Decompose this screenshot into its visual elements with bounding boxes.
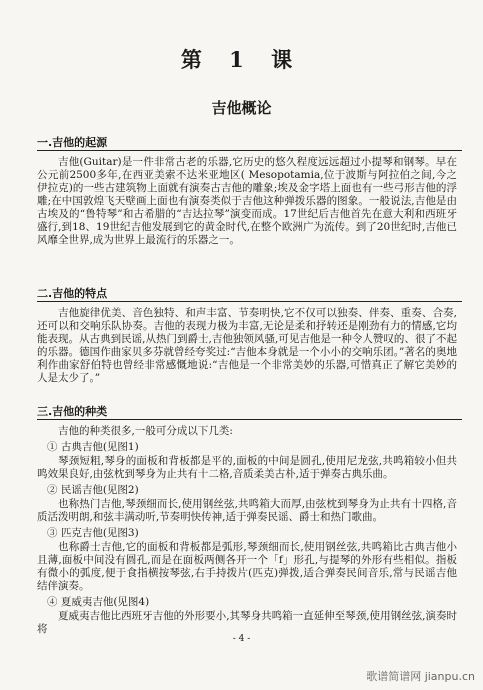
type-item-body: 也称爵士吉他,它的面板和背板都是弧形,琴颈细而长,使用钢丝弦,共鸣箱比古典吉他小且薄,面板中间没有圆孔,而是在面板两侧各开一个「f」形孔,与提琴的外形有些相似。指板有微小的弧度,便于食指横按琴弦,右手持拨片(匹克)弹拨,适合弹奏民间音乐,常与民谣吉他结伴演奏。 — [37, 541, 457, 592]
section-origin — [37, 136, 457, 247]
types-intro: 吉他的种类很多,一般可分成以下几类: — [58, 425, 233, 437]
section-heading-features: 二.吉他的特点 — [37, 287, 462, 302]
section-types — [37, 405, 457, 637]
watermark: 歌谱简谱网 jianpu.cn — [366, 670, 475, 683]
type-item-title: ④ 夏威夷吉他(见图4) — [47, 596, 150, 608]
article-title: 吉他概论 — [211, 99, 272, 117]
features-paragraph: 吉他旋律优美、音色独特、和声丰富、节奏明快,它不仅可以独奏、伴奏、重奏、合奏,还可以和交响乐队协奏。吉他的表现力极为丰富,无论是柔和抒转还是刚劲有力的情感,它均能表现。从古典到民谣,从热门到爵士,吉他独领风骚,可见吉他是一种令人赞叹的、很了不起的乐器。德国作曲家贝多芬就曾经夸奖过:“吉他本身就是一个小小的交响乐团。”著名的奥地利作曲家舒伯特也曾经非常感慨地说:“吉他是一个非常美妙的乐器,可惜真正了解它美妙的人是太少了。” — [37, 307, 457, 384]
lesson-title: 第 1 课 — [180, 47, 303, 72]
section-heading-origin: 一.吉他的起源 — [37, 136, 462, 151]
page-number: - 4 - — [232, 634, 251, 644]
type-item-body: 琴颈短粗,琴身的面板和背板都是平的,面板的中间是圆孔,使用尼龙弦,共鸣箱较小但共鸣效果良好,由弦枕到琴身为止共有十二格,音质柔美古朴,适于弹奏古典乐曲。 — [37, 455, 457, 480]
type-item-title: ① 古典吉他(见图1) — [47, 441, 139, 453]
type-item-title: ② 民谣吉他(见图2) — [47, 484, 139, 496]
section-features — [37, 287, 457, 385]
origin-paragraph: 吉他(Guitar)是一件非常古老的乐器,它历史的悠久程度远远超过小提琴和钢琴。早在公元前2500多年,在西亚美索不达米亚地区( Mesopotamia,位于波斯与阿拉伯之间,今之伊拉克)的一些古建筑物上面就有演奏古吉他的雕象;埃及金字塔上面也有一些弓形吉他的浮雕;在中国敦煌飞天壁画上面也有演奏类似于吉他这种弹拨乐器的图象。一般说法,吉他是由古埃及的“鲁特琴”和古希腊的“吉达拉琴”演变而成。17世纪后吉他首先在意大利和西班牙盛行,到18、19世纪吉他发展到它的黄金时代,在整个欧洲广为流传。到了20世纪时,吉他已风靡全世界,成为世界上最流行的乐器之一。 — [37, 156, 457, 246]
section-heading-types: 三.吉他的种类 — [37, 405, 462, 420]
type-item-body: 夏威夷吉他比西班牙吉他的外形要小,其琴身共鸣箱一直延伸至琴颈,使用钢丝弦,演奏时将 — [37, 610, 457, 635]
type-item-title: ③ 匹克吉他(见图3) — [47, 527, 139, 539]
type-item-body: 也称热门吉他,琴颈细而长,使用钢丝弦,共鸣箱大而厚,由弦枕到琴身为止共有十四格,音质活泼明朗,和弦丰满动听,节奏明快传神,适于弹奏民谣、爵士和热门歌曲。 — [37, 498, 457, 523]
